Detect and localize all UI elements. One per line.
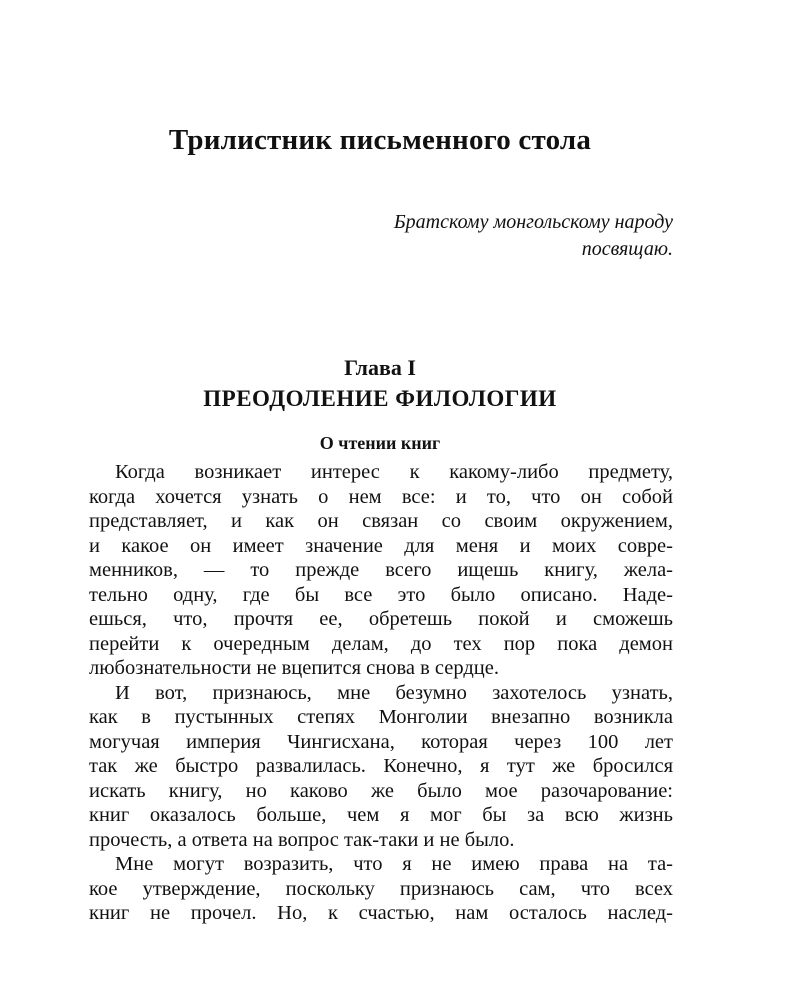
text-line: кое утверждение, поскольку признаюсь сам, что всех [89, 877, 673, 900]
text-line: так же быстро развалилась. Конечно, я тут же бросился [89, 755, 673, 777]
text-line: как в пустынных степях Монголии внезапно возникла [89, 706, 673, 728]
text-line: И вот, признаюсь, мне безумно захотелось узнать, [115, 681, 673, 704]
dedication-line-1: Братскому монгольскому народу [393, 211, 673, 233]
chapter-title: ПРЕОДОЛЕНИЕ ФИЛОЛОГИИ [203, 386, 557, 411]
text-line: Мне могут возразить, что я не имею права на та- [115, 853, 673, 875]
section-title: О чтении книг [319, 433, 441, 453]
text-line: искать книгу, но каково же было мое разочарование: [89, 779, 673, 802]
text-line: когда хочется узнать о нем все: и то, что он собой [89, 485, 673, 508]
text-line: любознательности не вцепится снова в сердце. [89, 657, 499, 679]
text-line: перейти к очередным делам, до тех пор пока демон [89, 632, 673, 655]
text-line: прочесть, а ответа на вопрос так-таки и не было. [89, 828, 515, 851]
text-line: книг не прочел. Но, к счастью, нам осталось наслед- [89, 902, 673, 924]
chapter-number: Глава I [344, 355, 416, 380]
text-line: могучая империя Чингисхана, которая через 100 лет [89, 730, 673, 753]
text-line: представляет, и как он связан со своим окружением, [89, 510, 673, 532]
text-line: книг оказалось больше, чем я мог бы за всю жизнь [89, 804, 673, 826]
dedication-line-2: посвящаю. [581, 238, 673, 260]
text-line: тельно одну, где бы все это было описано. Наде- [89, 583, 673, 606]
page-title: Трилистник письменного стола [168, 124, 592, 156]
text-line: и какое он имеет значение для меня и моих совре- [89, 534, 673, 557]
text-line: ешься, что, прочтя ее, обретешь покой и сможешь [89, 608, 673, 630]
dedication [253, 209, 673, 263]
body-text [89, 460, 673, 926]
text-line: менников, — то прежде всего ищешь книгу, жела- [89, 559, 673, 581]
text-line: Когда возникает интерес к какому-либо предмету, [115, 461, 673, 483]
